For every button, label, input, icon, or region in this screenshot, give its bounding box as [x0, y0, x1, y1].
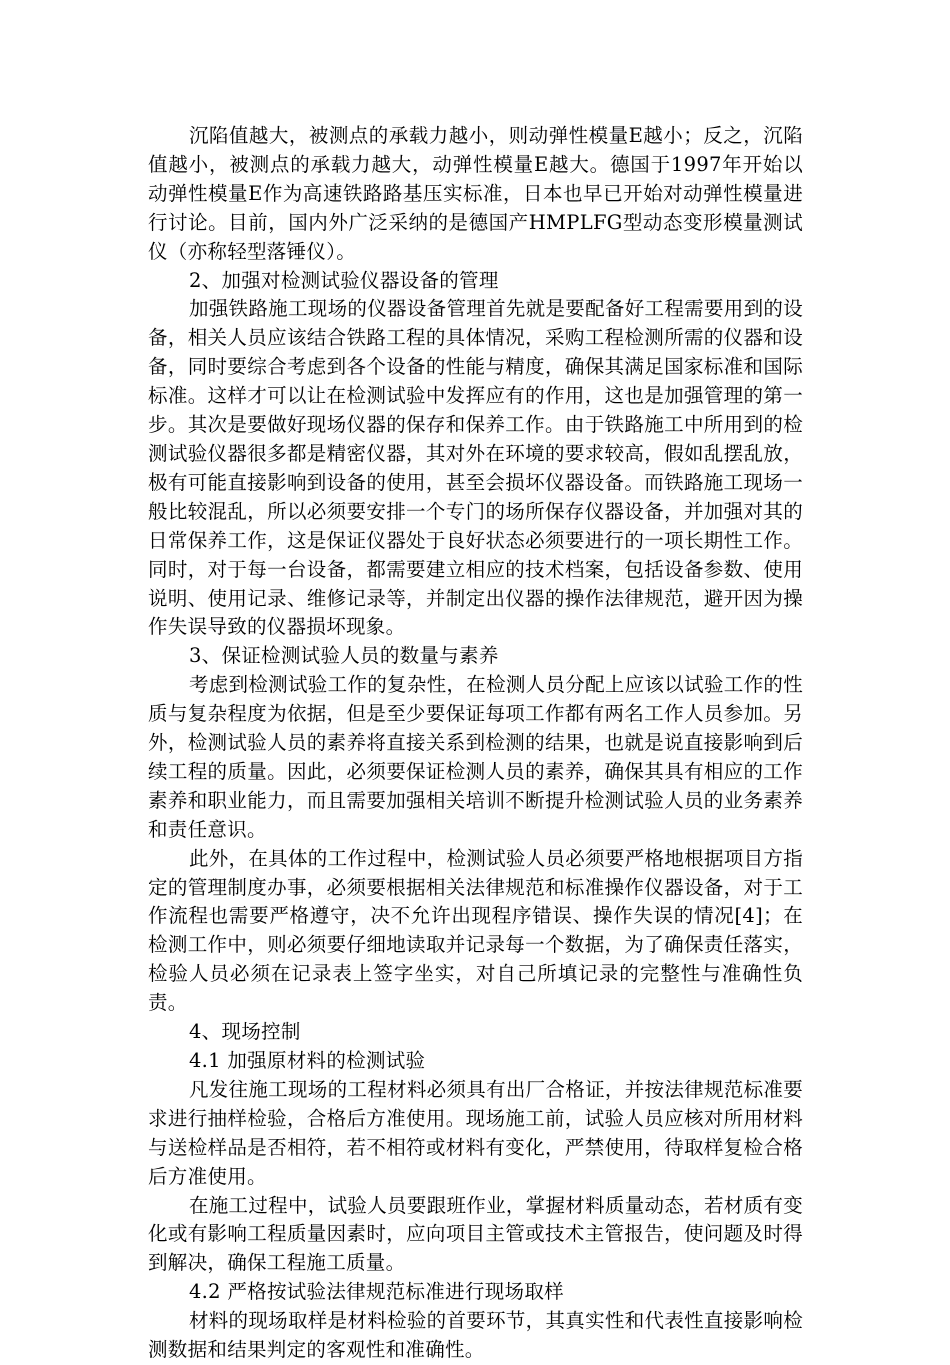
heading-personnel: 3、保证检测试验人员的数量与素养: [188, 644, 499, 668]
paragraph-site-sampling: 材料的现场取样是材料检验的首要环节，其真实性和代表性直接影响检测数据和结果判定的客观性和准确性。: [148, 1309, 803, 1362]
paragraph-modulus-standard: 沉陷值越大，被测点的承载力越小，则动弹性模量E越小；反之，沉陷值越小，被测点的承载力越大，动弹性模量E越大。德国于1997年开始以动弹性模量E作为高速铁路路基压实标准，日本也早已开始对动弹性模量进行讨论。目前，国内外广泛采纳的是德国产HMPLFG型动态变形模量测试仪（亦称轻型落锤仪）。: [148, 124, 803, 263]
document-page: [148, 122, 803, 1365]
paragraph-instrument-management: 加强铁路施工现场的仪器设备管理首先就是要配备好工程需要用到的设备，相关人员应该结合铁路工程的具体情况，采购工程检测所需的仪器和设备，同时要综合考虑到各个设备的性能与精度，确保其满足国家标准和国际标准。这样才可以让在检测试验中发挥应有的作用，这也是加强管理的第一步。其次是要做好现场仪器的保存和保养工作。由于铁路施工中所用到的检测试验仪器很多都是精密仪器，其对外在环境的要求较高，假如乱摆乱放，极有可能直接影响到设备的使用，甚至会损坏仪器设备。而铁路施工现场一般比较混乱，所以必须要安排一个专门的场所保存仪器设备，并加强对其的日常保养工作，这是保证仪器处于良好状态必须要进行的一项长期性工作。同时，对于每一台设备，都需要建立相应的技术档案，包括设备参数、使用说明、使用记录、维修记录等，并制定出仪器的操作法律规范，避开因为操作失误导致的仪器损坏现象。: [148, 297, 803, 639]
heading-site-sampling: 4.2 严格按试验法律规范标准进行现场取样: [188, 1280, 564, 1304]
heading-instrument-management: 2、加强对检测试验仪器设备的管理: [188, 268, 499, 292]
heading-site-control: 4、现场控制: [188, 1020, 301, 1044]
paragraph-personnel-conduct: 此外，在具体的工作过程中，检测试验人员必须要严格地根据项目方指定的管理制度办事，必须要根据相关法律规范和标准操作仪器设备，对于工作流程也需要严格遵守，决不允许出现程序错误、操作失误的情况[4]；在检测工作中，则必须要仔细地读取并记录每一个数据，为了确保责任落实，检验人员必须在记录表上签字坐实，对自己所填记录的完整性与准确性负责。: [148, 846, 803, 1015]
heading-raw-material-testing: 4.1 加强原材料的检测试验: [188, 1049, 426, 1072]
paragraph-raw-material-certificate: 凡发往施工现场的工程材料必须具有出厂合格证，并按法律规范标准要求进行抽样检验，合格后方准使用。现场施工前，试验人员应核对所用材料与送检样品是否相符，若不相符或材料有变化，严禁使用，待取样复检合格后方准使用。: [148, 1077, 803, 1188]
paragraph-raw-material-followup: 在施工过程中，试验人员要跟班作业，掌握材料质量动态，若材质有变化或有影响工程质量因素时，应向项目主管或技术主管报告，使问题及时得到解决，确保工程施工质量。: [148, 1193, 803, 1275]
paragraph-personnel-count: 考虑到检测试验工作的复杂性，在检测人员分配上应该以试验工作的性质与复杂程度为依据，但是至少要保证每项工作都有两名工作人员参加。另外，检测试验人员的素养将直接关系到检测的结果，也就是说直接影响到后续工程的质量。因此，必须要保证检测人员的素养，确保其具有相应的工作素养和职业能力，而且需要加强相关培训不断提升检测试验人员的业务素养和责任意识。: [148, 673, 803, 841]
